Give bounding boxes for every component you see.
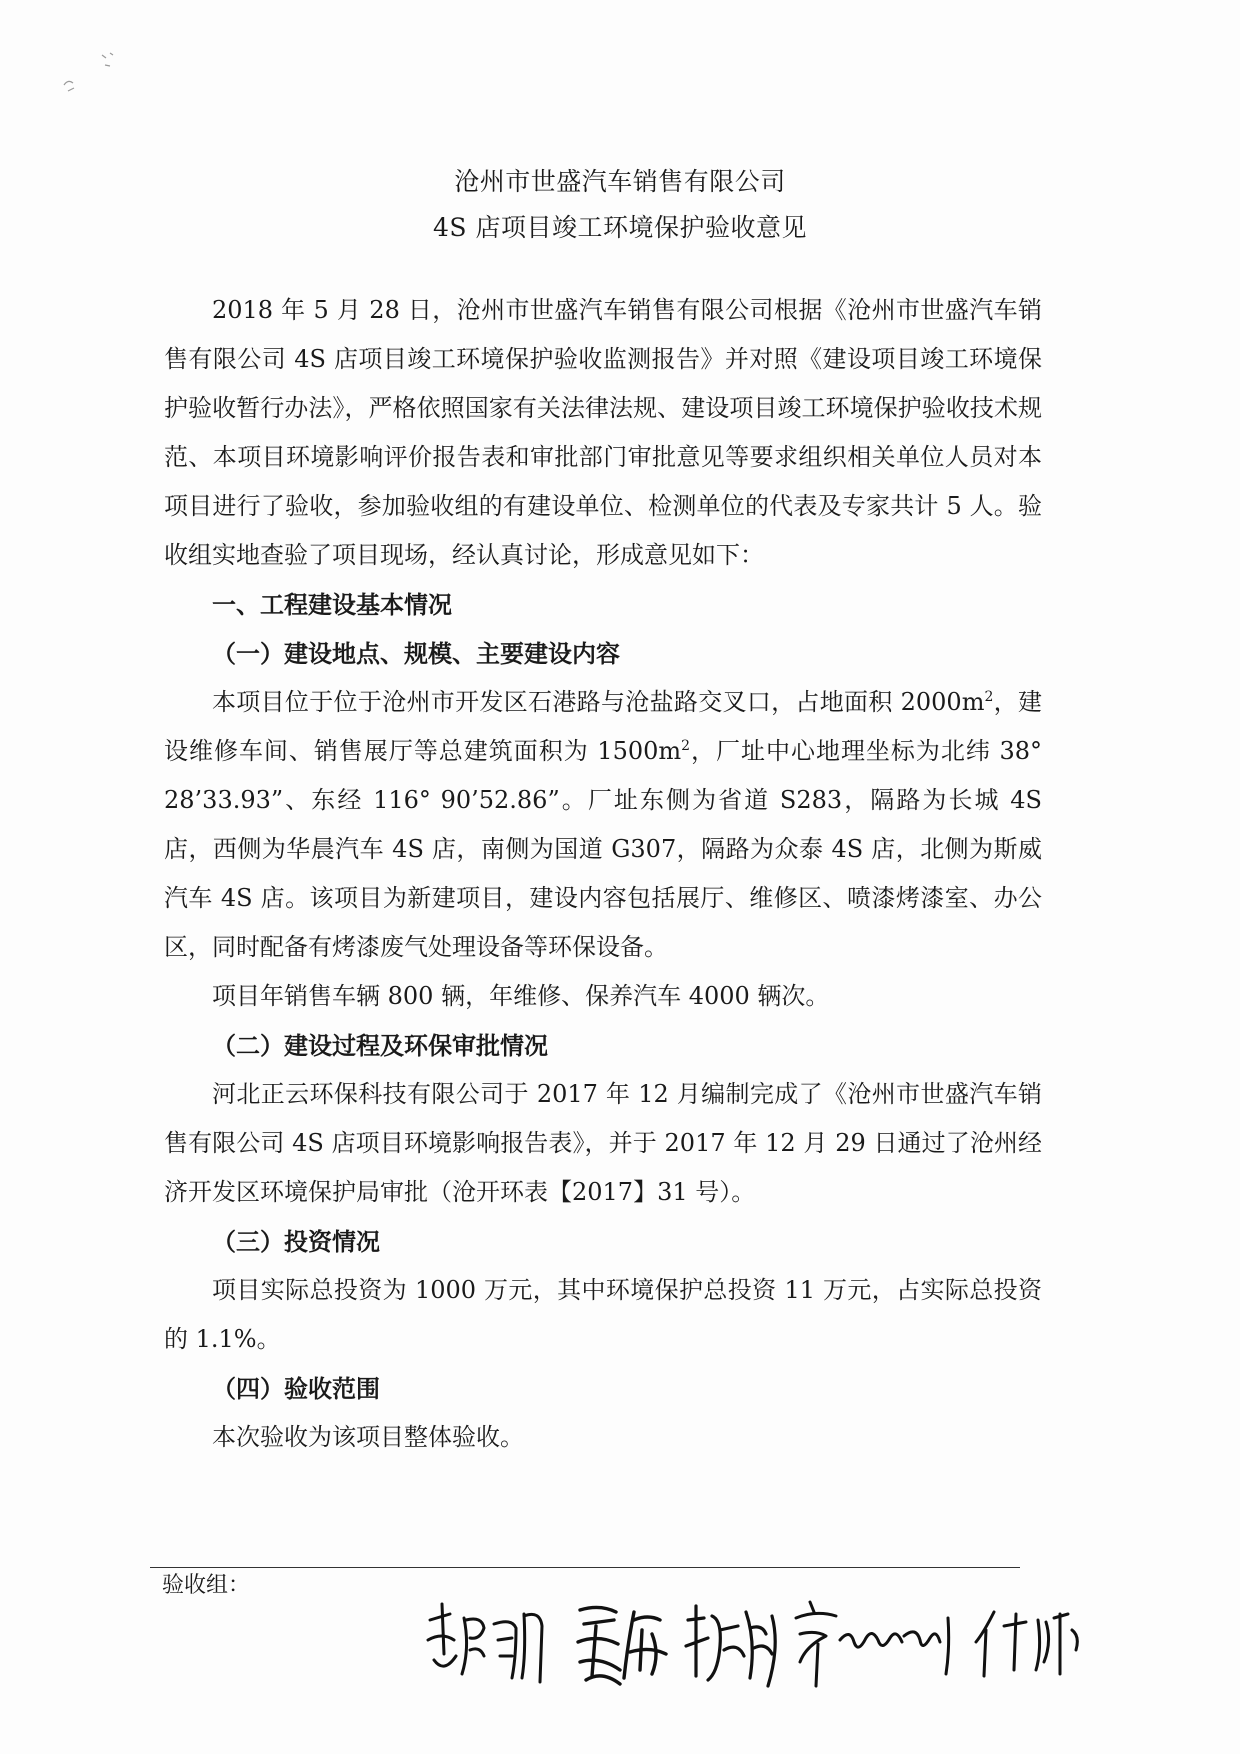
footer-divider xyxy=(150,1567,1020,1568)
location-text-b: ，建设维修车间、销售展厅等总建筑面积为 1500m xyxy=(164,688,1042,765)
section1-sub1-heading: （一）建设地点、规模、主要建设内容 xyxy=(212,639,620,668)
handwritten-signatures xyxy=(420,1590,1180,1700)
scope-paragraph: 本次验收为该项目整体验收。 xyxy=(212,1423,524,1451)
signature-1 xyxy=(428,1604,542,1682)
section1-sub3-heading: （三）投资情况 xyxy=(212,1227,380,1256)
annual-capacity-paragraph: 项目年销售车辆 800 辆，年维修、保养汽车 4000 辆次。 xyxy=(212,982,830,1010)
document-body xyxy=(164,286,1042,1462)
document-title-line2: 4S 店项目竣工环境保护验收意见 xyxy=(433,213,807,242)
signature-3 xyxy=(686,1606,775,1686)
signature-2 xyxy=(578,1607,666,1684)
scan-speck-mark xyxy=(50,45,140,115)
location-text-c: ，厂址中心地理坐标为北纬 38° 28’33.93”、东经 116° 90’52.86”。厂址东侧为省道 S283，隔路为长城 4S 店，西侧为华晨汽车 4S 店，南侧为国道 G307，隔路为众泰 4S 店，北侧为斯威汽车 4S 店。该项目为新建项目，建设内容包括展厅、维修区、喷漆烤漆室、办公区，同时配备有烤漆废气处理设备等环保设备。 xyxy=(164,737,1042,961)
acceptance-group-label: 验收组： xyxy=(162,1573,251,1598)
intro-paragraph: 2018 年 5 月 28 日，沧州市世盛汽车销售有限公司根据《沧州市世盛汽车销售有限公司 4S 店项目竣工环境保护验收监测报告》并对照《建设项目竣工环境保护验收暂行办法》，严格依照国家有关法律法规、建设项目竣工环境保护验收技术规范、本项目环境影响评价报告表和审批部门审批意见等要求组织相关单位人员对本项目进行了验收，参加验收组的有建设单位、检测单位的代表及专家共计 5 人。验收组实地查验了项目现场，经认真讨论，形成意见如下： xyxy=(164,296,1042,569)
location-text-a: 本项目位于位于沧州市开发区石港路与沧盐路交叉口，占地面积 2000m xyxy=(212,688,985,716)
signature-4 xyxy=(796,1602,949,1686)
investment-paragraph: 项目实际总投资为 1000 万元，其中环境保护总投资 11 万元，占实际总投资的 1.1%。 xyxy=(164,1276,1042,1353)
approval-paragraph: 河北正云环保科技有限公司于 2017 年 12 月编制完成了《沧州市世盛汽车销售有限公司 4S 店项目环境影响报告表》，并于 2017 年 12 月 29 日通过了沧州经济开发区环境保护局审批（沧开环表【2017】31 号）。 xyxy=(164,1080,1042,1206)
location-scale-paragraph xyxy=(164,678,1042,972)
building-area-unit-superscript: 2 xyxy=(681,738,691,754)
document-title-line1: 沧州市世盛汽车销售有限公司 xyxy=(454,167,786,196)
area-unit-superscript: 2 xyxy=(984,689,994,705)
section1-heading: 一、工程建设基本情况 xyxy=(212,590,452,619)
signature-5 xyxy=(976,1612,1077,1676)
section1-sub4-heading: （四）验收范围 xyxy=(212,1374,380,1403)
section1-sub2-heading: （二）建设过程及环保审批情况 xyxy=(212,1031,548,1060)
